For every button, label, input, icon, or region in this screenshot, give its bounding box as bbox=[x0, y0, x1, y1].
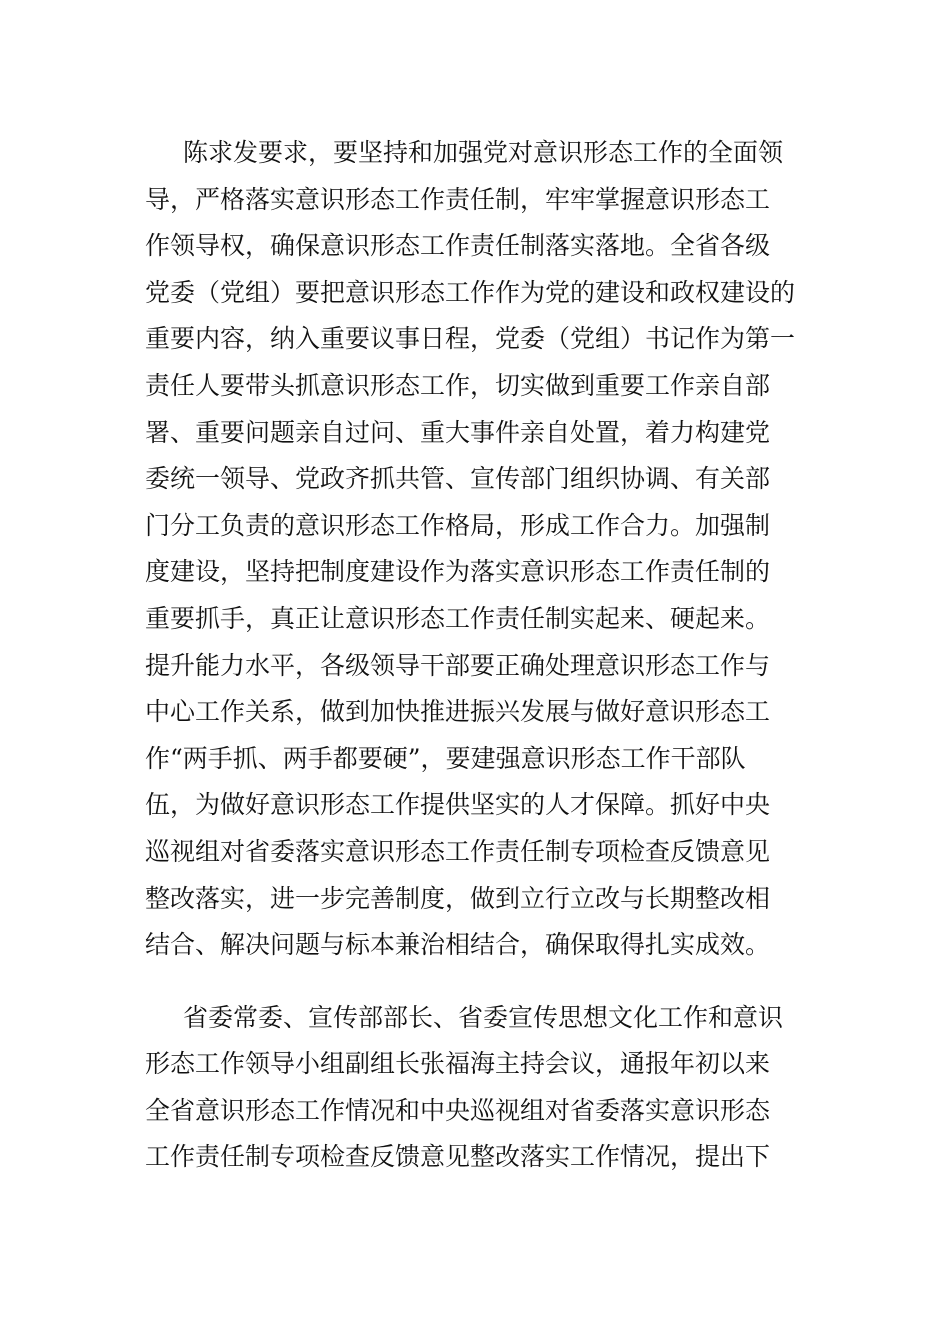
paragraph-line: 署、重要问题亲自过问、重大事件亲自处置，着力构建党 bbox=[145, 417, 771, 447]
paragraph-line: 整改落实，进一步完善制度，做到立行立改与长期整改相 bbox=[145, 883, 771, 913]
paragraph-line: 门分工负责的意识形态工作格局，形成工作合力。加强制 bbox=[145, 510, 771, 540]
paragraph-line: 度建设，坚持把制度建设作为落实意识形态工作责任制的 bbox=[145, 557, 771, 587]
paragraph-line: 重要抓手，真正让意识形态工作责任制实起来、硬起来。 bbox=[145, 603, 771, 633]
paragraph-line: 中心工作关系，做到加快推进振兴发展与做好意识形态工 bbox=[145, 697, 771, 727]
paragraph-gap bbox=[145, 969, 795, 995]
paragraph-line: 责任人要带头抓意识形态工作，切实做到重要工作亲自部 bbox=[145, 370, 771, 400]
paragraph-line: 导，严格落实意识形态工作责任制，牢牢掌握意识形态工 bbox=[145, 184, 771, 214]
paragraph-line: 形态工作领导小组副组长张福海主持会议，通报年初以来 bbox=[145, 1049, 771, 1079]
paragraph-line: 省委常委、宣传部部长、省委宣传思想文化工作和意识 bbox=[183, 1002, 784, 1032]
paragraph-line: 重要内容，纳入重要议事日程，党委（党组）书记作为第一 bbox=[145, 324, 795, 354]
paragraph-line: 全省意识形态工作情况和中央巡视组对省委落实意识形态 bbox=[145, 1095, 771, 1125]
paragraph-line: 工作责任制专项检查反馈意见整改落实工作情况，提出下 bbox=[145, 1142, 771, 1172]
paragraph bbox=[145, 995, 795, 1181]
paragraph-line: 作“两手抓、两手都要硬”，要建强意识形态工作干部队 bbox=[145, 743, 746, 773]
paragraph-line: 党委（党组）要把意识形态工作作为党的建设和政权建设的 bbox=[145, 277, 795, 307]
paragraph-line: 委统一领导、党政齐抓共管、宣传部门组织协调、有关部 bbox=[145, 464, 771, 494]
paragraph-line: 陈求发要求，要坚持和加强党对意识形态工作的全面领 bbox=[183, 138, 784, 167]
paragraph-line: 伍，为做好意识形态工作提供坚实的人才保障。抓好中央 bbox=[145, 790, 771, 820]
paragraph bbox=[145, 130, 795, 969]
paragraph-line: 结合、解决问题与标本兼治相结合，确保取得扎实成效。 bbox=[145, 930, 771, 960]
paragraph-line: 巡视组对省委落实意识形态工作责任制专项检查反馈意见 bbox=[145, 836, 771, 866]
paragraph-line: 提升能力水平，各级领导干部要正确处理意识形态工作与 bbox=[145, 650, 771, 680]
paragraph-line: 作领导权，确保意识形态工作责任制落实落地。全省各级 bbox=[145, 231, 771, 261]
document-body bbox=[145, 130, 795, 1181]
